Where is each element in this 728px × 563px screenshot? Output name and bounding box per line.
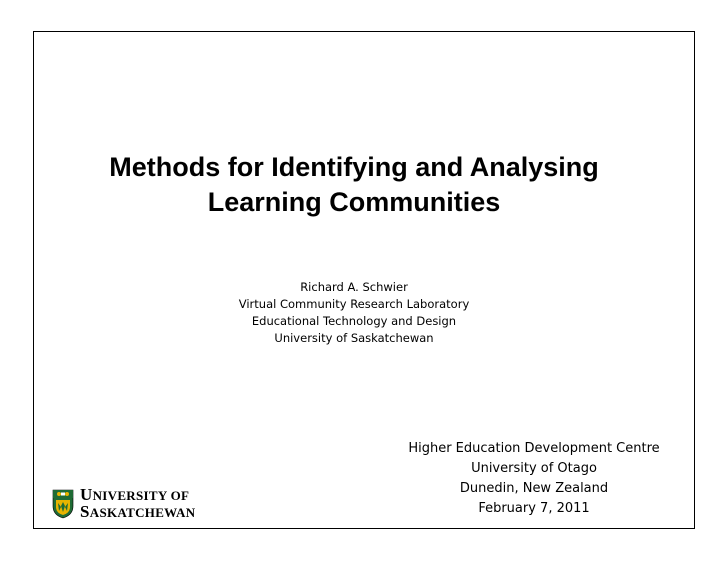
university-wordmark: [80, 487, 195, 521]
venue-centre: Higher Education Development Centre: [408, 441, 660, 456]
title-line-2: Learning Communities: [207, 187, 501, 217]
wordmark-line-1: [80, 487, 195, 504]
wordmark-line-2: [80, 504, 195, 521]
author-lab: Virtual Community Research Laboratory: [238, 297, 470, 311]
title-line-1: Methods for Identifying and Analysing: [109, 152, 599, 182]
wordmark-initial-1: U: [80, 485, 93, 504]
author-university: University of Saskatchewan: [274, 331, 434, 345]
author-department: Educational Technology and Design: [251, 314, 457, 328]
wordmark-rest-1: NIVERSITY OF: [92, 488, 190, 503]
venue-block: [384, 439, 684, 519]
author-block: [34, 279, 674, 347]
slide-title: [34, 150, 674, 220]
wordmark-initial-2: S: [80, 502, 90, 521]
wordmark-rest-2: ASKATCHEWAN: [89, 505, 196, 520]
venue-date: February 7, 2011: [478, 501, 590, 516]
shield-crest-icon: [52, 489, 74, 519]
author-name: Richard A. Schwier: [300, 280, 408, 294]
venue-university: University of Otago: [471, 461, 597, 476]
slide: [33, 31, 695, 529]
venue-location: Dunedin, New Zealand: [459, 481, 609, 496]
university-logo: [52, 487, 195, 521]
